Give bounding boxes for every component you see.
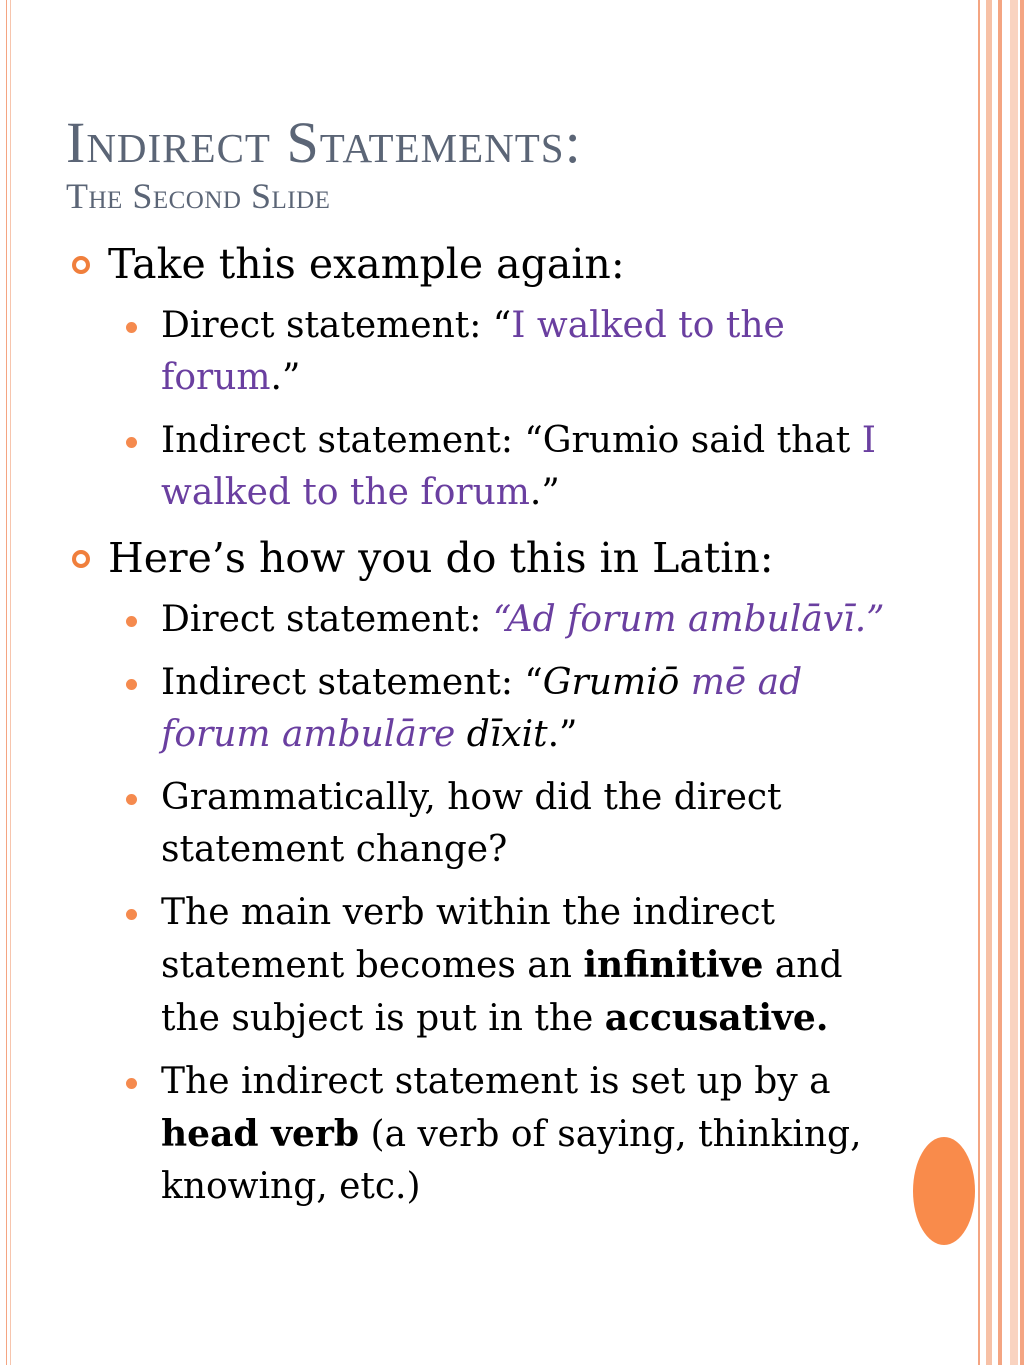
bullet-text-part: The main verb within the indirect statement becomes an (161, 892, 775, 986)
bullet-level1 (68, 530, 888, 586)
stripe (978, 0, 980, 1365)
bold-term: accusative. (604, 997, 829, 1039)
left-border-line-inner (10, 0, 11, 1365)
bold-term: head verb (161, 1113, 360, 1155)
bullet-prefix: Direct statement: “ (161, 305, 512, 346)
dot-bullet-icon (126, 794, 137, 805)
bullet-level2 (68, 887, 888, 1045)
slide-content (68, 236, 888, 1224)
stripe (998, 0, 1002, 1365)
decorative-oval (913, 1137, 975, 1245)
latin-quote: mē ad forum ambulāre (161, 662, 803, 755)
bullet-prefix: Indirect statement: “ (161, 662, 543, 703)
bullet-group (68, 530, 888, 1213)
bullet-prefix: Indirect statement: “Grumio said that (161, 420, 862, 461)
bullet-text: Grammatically, how did the direct statement change? (161, 777, 782, 870)
dot-bullet-icon (126, 437, 137, 448)
bullet-suffix: .” (547, 714, 578, 755)
bullet-text-part: The indirect statement is set up by a (161, 1061, 831, 1102)
slide-title (66, 108, 582, 214)
bullet-group (68, 236, 888, 519)
english-quote: I walked to the forum (161, 420, 876, 513)
dot-bullet-icon (126, 322, 137, 333)
bullet-level2 (68, 772, 888, 876)
bold-term: infinitive (583, 944, 764, 986)
bullet-prefix: Direct statement: (161, 599, 493, 640)
bullet-suffix: .” (270, 357, 301, 398)
title-subtitle: The Second Slide (66, 176, 331, 216)
dot-bullet-icon (126, 1078, 137, 1089)
bullet-text-part: and the subject is put in the (161, 945, 843, 1039)
bullet-suffix: .” (529, 472, 560, 513)
bullet-level2 (68, 300, 888, 404)
stripe (1010, 0, 1018, 1365)
dot-bullet-icon (126, 616, 137, 627)
bullet-level2 (68, 1056, 888, 1213)
bullet-text: Here’s how you do this in Latin: (108, 534, 774, 582)
ring-bullet-icon (72, 550, 90, 568)
title-main: Indirect Statements: (66, 110, 582, 175)
latin-subject: Grumiō (542, 662, 680, 703)
bullet-text: Take this example again: (108, 240, 625, 288)
bullet-level1 (68, 236, 888, 292)
stripe (1020, 0, 1024, 1365)
english-quote: I walked to the forum (161, 305, 785, 398)
latin-verb: dīxit (466, 714, 548, 755)
latin-quote: “Ad forum ambulāvī.” (492, 599, 885, 640)
bullet-level2 (68, 594, 888, 646)
dot-bullet-icon (126, 909, 137, 920)
right-decorative-stripes (976, 0, 1024, 1365)
bullet-text-part: (a verb of saying, thinking, knowing, etc.) (161, 1114, 862, 1207)
ring-bullet-icon (72, 256, 90, 274)
dot-bullet-icon (126, 679, 137, 690)
bullet-level2 (68, 657, 888, 761)
stripe (986, 0, 992, 1365)
left-border-line (6, 0, 7, 1365)
bullet-level2 (68, 415, 888, 519)
